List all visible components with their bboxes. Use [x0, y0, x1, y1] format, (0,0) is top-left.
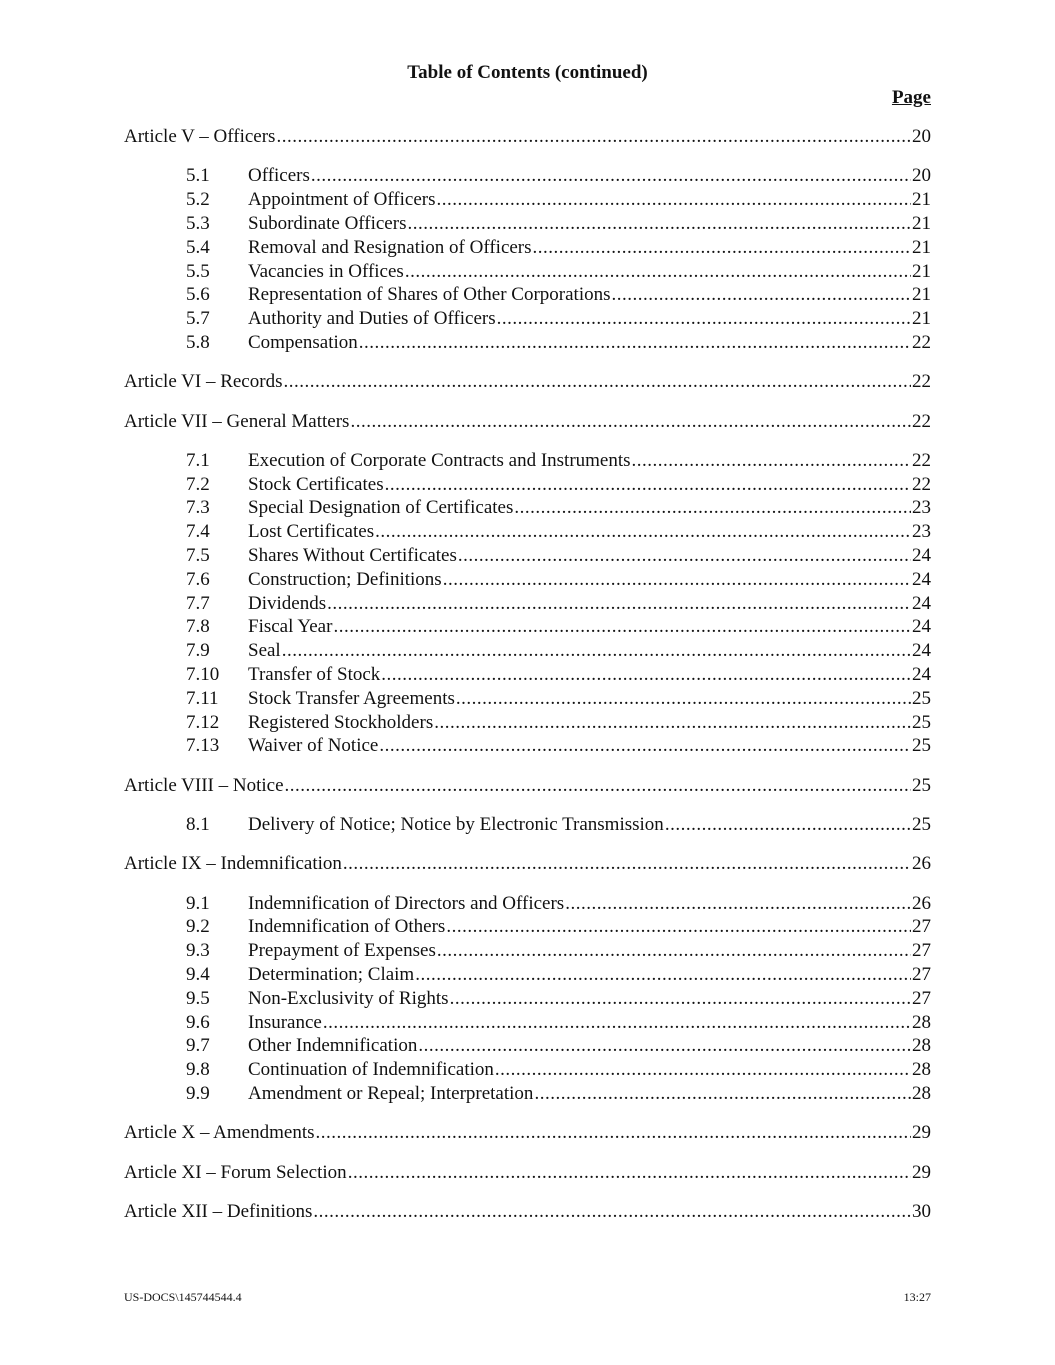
toc-page-number: 24 [912, 640, 931, 661]
toc-page-number: 28 [912, 1059, 931, 1080]
dot-leader [282, 639, 911, 663]
dot-leader [405, 260, 911, 284]
toc-article-entry[interactable] [124, 370, 931, 394]
dot-leader [514, 496, 911, 520]
toc-page-number: 29 [912, 1122, 931, 1143]
toc-section-entry[interactable] [186, 592, 931, 616]
toc-section-number: 7.2 [186, 474, 210, 495]
dot-leader [375, 520, 911, 544]
toc-section-number: 7.11 [186, 688, 219, 709]
toc-article-entry[interactable] [124, 1121, 931, 1145]
dot-leader [311, 164, 911, 188]
toc-entry-label: Article VII – General Matters [124, 411, 350, 432]
toc-article-entry[interactable] [124, 1200, 931, 1224]
toc-section-entry[interactable] [186, 1034, 931, 1058]
toc-page-number: 21 [912, 284, 931, 305]
toc-entry-label: Article VI – Records [124, 371, 283, 392]
toc-page-number: 24 [912, 593, 931, 614]
dot-leader [434, 711, 911, 735]
toc-section-number: 5.3 [186, 213, 210, 234]
toc-page-number: 26 [912, 893, 931, 914]
footer-code: 13:27 [903, 1290, 931, 1304]
toc-entry-label: Removal and Resignation of Officers [248, 237, 532, 258]
toc-entry-label: Seal [248, 640, 281, 661]
dot-leader [327, 592, 911, 616]
toc-entry-label: Amendment or Repeal; Interpretation [248, 1083, 534, 1104]
toc-page-number: 28 [912, 1012, 931, 1033]
toc-page-number: 27 [912, 916, 931, 937]
toc-page-number: 24 [912, 569, 931, 590]
toc-entry-label: Representation of Shares of Other Corporations [248, 284, 611, 305]
toc-page-number: 22 [912, 474, 931, 495]
toc-page-number: 25 [912, 814, 931, 835]
toc-section-number: 5.8 [186, 332, 210, 353]
dot-leader [612, 283, 912, 307]
toc-section-number: 7.3 [186, 497, 210, 518]
toc-entry-label: Special Designation of Certificates [248, 497, 514, 518]
dot-leader [446, 915, 911, 939]
toc-entry-label: Article VIII – Notice [124, 775, 284, 796]
toc-section-entry[interactable] [186, 473, 931, 497]
toc-entry-label: Subordinate Officers [248, 213, 407, 234]
toc-section-entry[interactable] [186, 544, 931, 568]
toc-section-number: 9.8 [186, 1059, 210, 1080]
dot-leader [316, 1121, 912, 1145]
toc-section-entry[interactable] [186, 615, 931, 639]
toc-page-number: 21 [912, 189, 931, 210]
toc-page-number: 21 [912, 308, 931, 329]
toc-page-number: 24 [912, 545, 931, 566]
toc-section-entry[interactable] [186, 520, 931, 544]
toc-section-entry[interactable] [186, 711, 931, 735]
toc-section-entry[interactable] [186, 687, 931, 711]
toc-entry-label: Prepayment of Expenses [248, 940, 436, 961]
toc-section-entry[interactable] [186, 734, 931, 758]
toc-page-number: 28 [912, 1035, 931, 1056]
toc-entry-label: Transfer of Stock [248, 664, 381, 685]
toc-section-entry[interactable] [186, 164, 931, 188]
toc-page-number: 25 [912, 712, 931, 733]
dot-leader [458, 544, 911, 568]
toc-page-number: 27 [912, 988, 931, 1009]
toc-page-number: 22 [912, 411, 931, 432]
toc-article-entry[interactable] [124, 1161, 931, 1185]
toc-entry-label: Insurance [248, 1012, 322, 1033]
toc-page-number: 22 [912, 450, 931, 471]
dot-leader [381, 663, 911, 687]
toc-section-entry[interactable] [186, 915, 931, 939]
toc-page-number: 23 [912, 497, 931, 518]
toc-article-entry[interactable] [124, 852, 931, 876]
toc-page-number: 26 [912, 853, 931, 874]
toc-section-entry[interactable] [186, 663, 931, 687]
toc-page-number: 21 [912, 261, 931, 282]
toc-entry-label: Appointment of Officers [248, 189, 436, 210]
dot-leader [450, 987, 911, 1011]
toc-entry-label: Vacancies in Offices [248, 261, 404, 282]
toc-entry-label: Article V – Officers [124, 126, 276, 147]
dot-leader [437, 939, 911, 963]
toc-section-entry[interactable] [186, 813, 931, 837]
toc-entry-label: Continuation of Indemnification [248, 1059, 494, 1080]
toc-section-number: 7.5 [186, 545, 210, 566]
toc-section-number: 7.8 [186, 616, 210, 637]
toc-entry-label: Officers [248, 165, 310, 186]
toc-section-number: 7.10 [186, 664, 220, 685]
toc-section-number: 8.1 [186, 814, 210, 835]
toc-entry-label: Waiver of Notice [248, 735, 379, 756]
toc-entry-label: Article XII – Definitions [124, 1201, 313, 1222]
toc-page-number: 28 [912, 1083, 931, 1104]
dot-leader [495, 1058, 911, 1082]
toc-page-number: 29 [912, 1162, 931, 1183]
toc-section-number: 9.7 [186, 1035, 210, 1056]
toc-page-number: 25 [912, 775, 931, 796]
toc-section-entry[interactable] [186, 283, 931, 307]
toc-section-number: 7.12 [186, 712, 220, 733]
dot-leader [283, 370, 911, 394]
toc-entry-label: Determination; Claim [248, 964, 415, 985]
toc-page-number: 24 [912, 664, 931, 685]
dot-leader [497, 307, 911, 331]
dot-leader [415, 963, 911, 987]
dot-leader [385, 473, 911, 497]
toc-entry-label: Stock Certificates [248, 474, 384, 495]
dot-leader [350, 410, 911, 434]
toc-section-number: 9.1 [186, 893, 210, 914]
toc-entry-label: Construction; Definitions [248, 569, 442, 590]
toc-entry-label: Lost Certificates [248, 521, 375, 542]
dot-leader [665, 813, 911, 837]
toc-entry-label: Article X – Amendments [124, 1122, 315, 1143]
page-title: Table of Contents (continued) [407, 62, 648, 83]
toc-entry-label: Compensation [248, 332, 358, 353]
toc-section-entry[interactable] [186, 1011, 931, 1035]
toc-page-number: 24 [912, 616, 931, 637]
toc-section-entry[interactable] [186, 307, 931, 331]
toc-section-entry[interactable] [186, 260, 931, 284]
toc-section-number: 9.4 [186, 964, 210, 985]
toc-page-number: 30 [912, 1201, 931, 1222]
dot-leader [456, 687, 911, 711]
toc-section-number: 7.6 [186, 569, 210, 590]
toc-section-number: 7.1 [186, 450, 210, 471]
toc-page-number: 21 [912, 237, 931, 258]
dot-leader [359, 331, 911, 355]
toc-page-number: 20 [912, 165, 931, 186]
toc-section-number: 5.5 [186, 261, 210, 282]
dot-leader [276, 125, 911, 149]
toc-entry-label: Article IX – Indemnification [124, 853, 342, 874]
toc-page-number: 22 [912, 371, 931, 392]
toc-section-number: 7.13 [186, 735, 220, 756]
dot-leader [418, 1034, 911, 1058]
page-column-heading: Page [891, 87, 931, 108]
toc-page-number: 25 [912, 735, 931, 756]
toc-section-entry[interactable] [186, 639, 931, 663]
toc-entry-label: Authority and Duties of Officers [248, 308, 496, 329]
toc-section-number: 9.2 [186, 916, 210, 937]
dot-leader [443, 568, 911, 592]
toc-section-number: 5.6 [186, 284, 210, 305]
toc-entry-label: Stock Transfer Agreements [248, 688, 455, 709]
dot-leader [313, 1200, 911, 1224]
toc-section-number: 7.9 [186, 640, 210, 661]
toc-entry-label: Article XI – Forum Selection [124, 1162, 347, 1183]
toc-section-entry[interactable] [186, 1058, 931, 1082]
toc-entry-label: Non-Exclusivity of Rights [248, 988, 449, 1009]
toc-page-number: 22 [912, 332, 931, 353]
toc-entry-label: Dividends [248, 593, 327, 614]
dot-leader [285, 774, 911, 798]
dot-leader [343, 852, 911, 876]
toc-section-entry[interactable] [186, 236, 931, 260]
toc-section-entry[interactable] [186, 963, 931, 987]
dot-leader [323, 1011, 911, 1035]
toc-page-number: 20 [912, 126, 931, 147]
toc-section-number: 9.5 [186, 988, 210, 1009]
toc-section-number: 9.9 [186, 1083, 210, 1104]
toc-page-number: 25 [912, 688, 931, 709]
toc-page-number: 23 [912, 521, 931, 542]
toc-section-entry[interactable] [186, 449, 931, 473]
toc-section-number: 5.4 [186, 237, 210, 258]
toc-section-entry[interactable] [186, 1082, 931, 1106]
toc-page-number: 27 [912, 964, 931, 985]
toc-entry-label: Other Indemnification [248, 1035, 418, 1056]
dot-leader [565, 892, 911, 916]
toc-section-number: 5.2 [186, 189, 210, 210]
toc-entry-label: Indemnification of Others [248, 916, 446, 937]
dot-leader [632, 449, 911, 473]
toc-section-number: 9.3 [186, 940, 210, 961]
dot-leader [407, 212, 911, 236]
toc-entry-label: Shares Without Certificates [248, 545, 457, 566]
toc-entry-label: Execution of Corporate Contracts and Instruments [248, 450, 631, 471]
dot-leader [437, 188, 912, 212]
toc-section-entry[interactable] [186, 212, 931, 236]
toc-section-entry[interactable] [186, 496, 931, 520]
toc-section-entry[interactable] [186, 987, 931, 1011]
toc-section-entry[interactable] [186, 892, 931, 916]
dot-leader [533, 236, 911, 260]
toc-entry-label: Registered Stockholders [248, 712, 434, 733]
footer-document-id: US-DOCS\145744544.4 [124, 1290, 242, 1304]
dot-leader [333, 615, 911, 639]
toc-section-entry[interactable] [186, 188, 931, 212]
toc-section-number: 7.7 [186, 593, 210, 614]
toc-entry-label: Delivery of Notice; Notice by Electronic Transmission [248, 814, 664, 835]
toc-section-entry[interactable] [186, 939, 931, 963]
dot-leader [348, 1161, 911, 1185]
toc-article-entry[interactable] [124, 125, 931, 149]
toc-article-entry[interactable] [124, 774, 931, 798]
toc-section-number: 5.1 [186, 165, 210, 186]
toc-article-entry[interactable] [124, 410, 931, 434]
toc-section-number: 9.6 [186, 1012, 210, 1033]
toc-section-number: 5.7 [186, 308, 210, 329]
toc-entry-label: Fiscal Year [248, 616, 333, 637]
toc-section-entry[interactable] [186, 568, 931, 592]
toc-page-number: 27 [912, 940, 931, 961]
toc-section-number: 7.4 [186, 521, 210, 542]
toc-page-number: 21 [912, 213, 931, 234]
toc-section-entry[interactable] [186, 331, 931, 355]
dot-leader [534, 1082, 911, 1106]
dot-leader [379, 734, 911, 758]
toc-entry-label: Indemnification of Directors and Officers [248, 893, 565, 914]
